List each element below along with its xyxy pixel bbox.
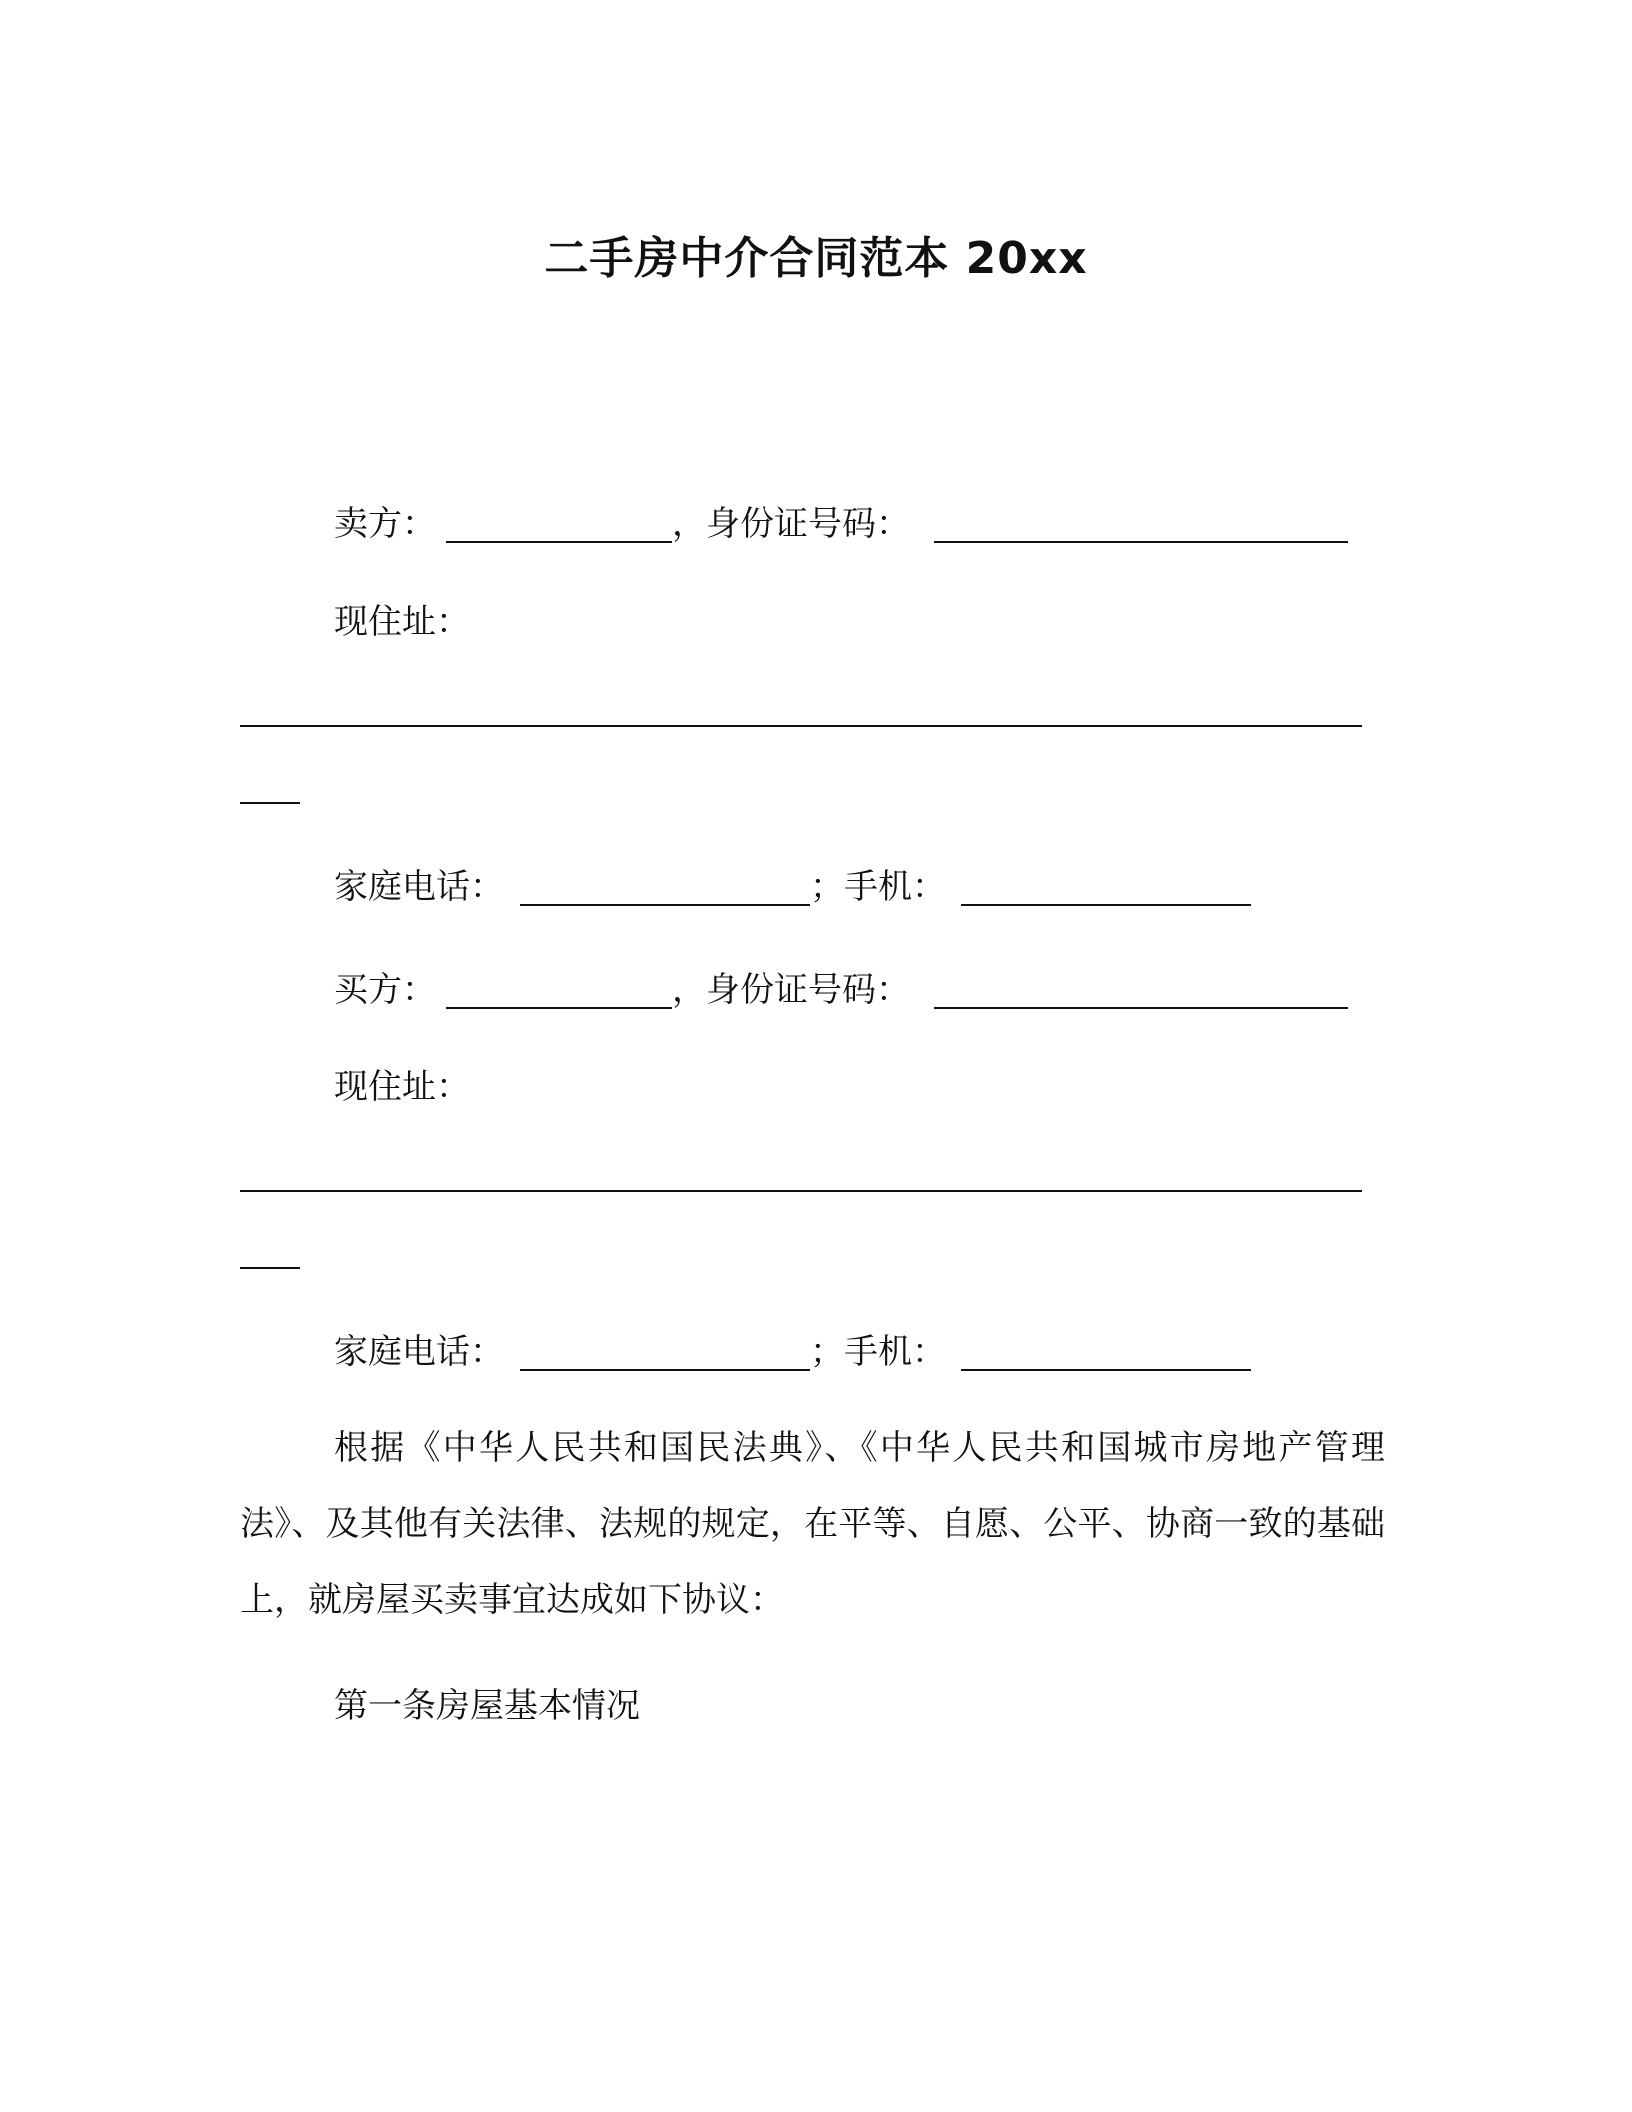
seller-id-blank[interactable]: [934, 541, 1348, 543]
buyer-home-phone-blank[interactable]: [520, 1369, 810, 1371]
seller-home-phone-blank[interactable]: [520, 904, 810, 906]
seller-address-blank-line-2[interactable]: [240, 802, 300, 804]
buyer-address-label: 现住址：: [334, 1067, 470, 1107]
seller-mobile-blank[interactable]: [961, 904, 1251, 906]
seller-address-blank-line-1[interactable]: [240, 725, 1362, 727]
seller-name-blank[interactable]: [446, 541, 672, 543]
buyer-mobile-label: ；手机：: [810, 1332, 946, 1372]
buyer-id-blank[interactable]: [934, 1007, 1348, 1009]
buyer-name-blank[interactable]: [446, 1007, 672, 1009]
buyer-mobile-blank[interactable]: [961, 1369, 1251, 1371]
buyer-label: 买方：: [334, 970, 436, 1010]
seller-id-label: ，身份证号码：: [672, 504, 910, 544]
seller-home-phone-label: 家庭电话：: [334, 867, 504, 907]
document-title: 二手房中介合同范本 20xx: [544, 233, 1088, 284]
seller-label: 卖方：: [334, 504, 436, 544]
buyer-address-blank-line-1[interactable]: [240, 1190, 1362, 1192]
buyer-home-phone-label: 家庭电话：: [334, 1332, 504, 1372]
seller-address-label: 现住址：: [334, 602, 470, 642]
buyer-id-label: ，身份证号码：: [672, 970, 910, 1010]
article-1-heading: 第一条房屋基本情况: [334, 1686, 640, 1726]
buyer-address-blank-line-2[interactable]: [240, 1267, 300, 1269]
intro-paragraph: 根据《中华人民共和国民法典》、《中华人民共和国城市房地产管理法》、及其他有关法律、法规的规定，在平等、自愿、公平、协商一致的基础上，就房屋买卖事宜达成如下协议：: [240, 1428, 1385, 1620]
seller-mobile-label: ；手机：: [810, 867, 946, 907]
